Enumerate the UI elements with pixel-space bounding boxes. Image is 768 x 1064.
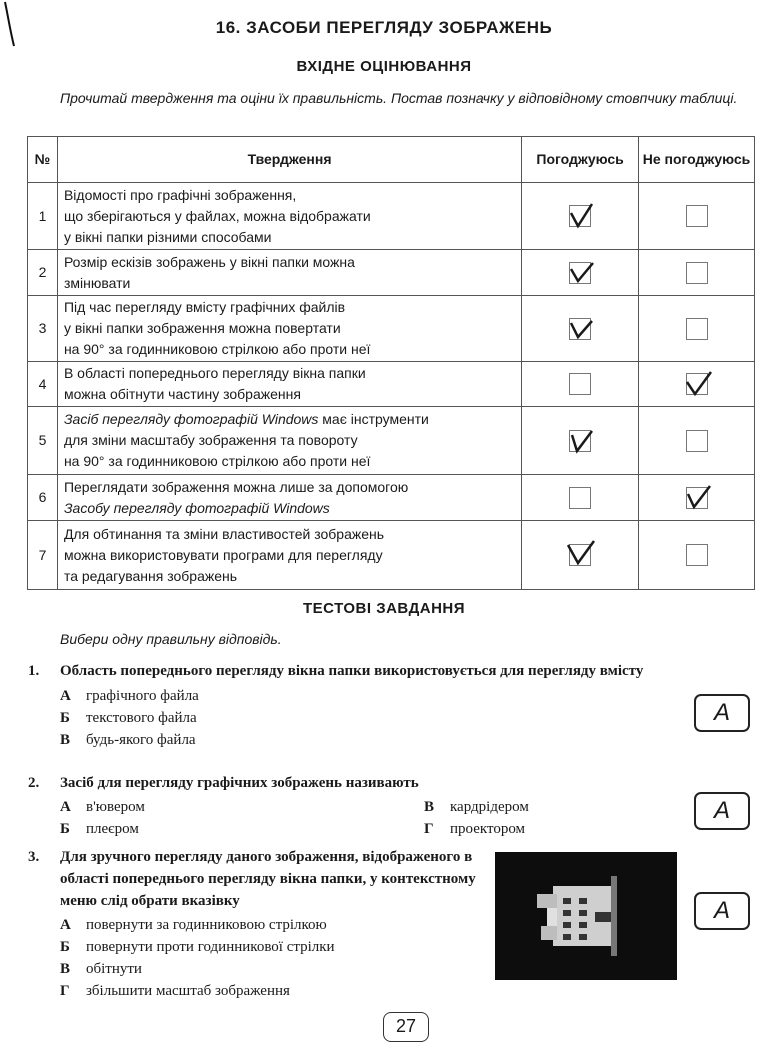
- answer-box[interactable]: A: [694, 694, 750, 732]
- answer-box[interactable]: A: [694, 892, 750, 930]
- statement-text: Розмір ескізів зображень у вікні папки можна змінювати: [57, 250, 521, 296]
- row-number: 3: [28, 296, 58, 362]
- disagree-cell[interactable]: [639, 407, 755, 475]
- agree-checkbox[interactable]: [569, 487, 591, 509]
- answer-option[interactable]: Б текстового файла: [60, 710, 197, 726]
- statement-text: Засіб перегляду фотографій Windows має інструменти для зміни масштабу зображення та повороту на 90° за годинниковою стрілкою або проти неї: [57, 407, 521, 475]
- building-photo-icon: [495, 852, 677, 980]
- checkmark-icon: [683, 368, 713, 398]
- question-1: 1. Область попереднього перегляду вікна папки використовується для перегляду вмісту А графічного файла Б текстового файла В будь-якого файла: [28, 660, 754, 751]
- disagree-checkbox[interactable]: [686, 544, 708, 566]
- disagree-cell[interactable]: [639, 296, 755, 362]
- row-number: 6: [28, 475, 58, 521]
- table-row: [28, 475, 755, 521]
- agree-checkbox[interactable]: [569, 430, 591, 452]
- answer-option[interactable]: В обітнути: [60, 961, 142, 977]
- answer-option[interactable]: А графічного файла: [60, 688, 199, 704]
- page-number: 27: [383, 1012, 429, 1042]
- answer-option[interactable]: В кардрідером: [424, 799, 529, 815]
- agree-checkbox[interactable]: [569, 205, 591, 227]
- row-number: 5: [28, 407, 58, 475]
- section-instruction: Вибери одну правильну відповідь.: [60, 631, 282, 647]
- answer-option[interactable]: Г проектором: [424, 821, 526, 837]
- rotated-building-photo: [495, 852, 677, 980]
- checkmark-icon: [683, 482, 713, 512]
- answer-option[interactable]: В будь-якого файла: [60, 732, 196, 748]
- question-2: 2. Засіб для перегляду графічних зображень називають А в'ювером В кардрідером Б плеєром Г проектором: [28, 772, 708, 840]
- agree-cell[interactable]: [522, 183, 639, 250]
- table-row: [28, 296, 755, 362]
- page-title: 16. ЗАСОБИ ПЕРЕГЛЯДУ ЗОБРАЖЕНЬ: [215, 18, 553, 37]
- table-row: [28, 362, 755, 407]
- disagree-checkbox[interactable]: [686, 487, 708, 509]
- statement-text: Переглядати зображення можна лише за допомогою Засобу перегляду фотографій Windows: [57, 475, 521, 521]
- col-header-number: №: [28, 137, 58, 183]
- disagree-checkbox[interactable]: [686, 318, 708, 340]
- disagree-checkbox[interactable]: [686, 262, 708, 284]
- statement-text: Під час перегляду вмісту графічних файлів у вікні папки зображення можна повертати на 90° за годинниковою стрілкою або проти неї: [57, 296, 521, 362]
- agree-checkbox[interactable]: [569, 262, 591, 284]
- disagree-checkbox[interactable]: [686, 430, 708, 452]
- question-text: Засіб для перегляду графічних зображень називають: [60, 775, 419, 791]
- agree-cell[interactable]: [522, 250, 639, 296]
- agree-checkbox[interactable]: [569, 544, 591, 566]
- question-3: 3. Для зручного перегляду даного зображення, відображеного в області попереднього перегляду вікна папки, у контекстному меню слід обрати вказівку А повернути за годинниковою стрілкою Б повернути проти годинникової стрілки В обітнути Г збільшити масштаб зображення: [28, 846, 484, 1002]
- col-header-disagree: Не погоджуюсь: [639, 137, 755, 183]
- table-row: [28, 183, 755, 250]
- row-number: 7: [28, 521, 58, 590]
- question-text: Для зручного перегляду даного зображення, відображеного в області попереднього перегляду вікна папки, у контекстному меню слід обрати вказівку: [60, 849, 476, 909]
- disagree-checkbox[interactable]: [686, 373, 708, 395]
- statements-table: [27, 136, 755, 590]
- answer-option[interactable]: Б повернути проти годинникової стрілки: [60, 939, 335, 955]
- agree-cell[interactable]: [522, 362, 639, 407]
- col-header-statement: Твердження: [57, 137, 521, 183]
- answer-option[interactable]: А в'ювером: [60, 799, 145, 815]
- checkmark-icon: [566, 200, 596, 230]
- answer-option[interactable]: Б плеєром: [60, 821, 139, 837]
- checkmark-icon: [566, 425, 596, 455]
- col-header-agree: Погоджуюсь: [522, 137, 639, 183]
- disagree-checkbox[interactable]: [686, 205, 708, 227]
- checkmark-icon: [566, 539, 596, 569]
- answer-option[interactable]: Г збільшити масштаб зображення: [60, 983, 290, 999]
- agree-checkbox[interactable]: [569, 318, 591, 340]
- row-number: 4: [28, 362, 58, 407]
- agree-cell[interactable]: [522, 407, 639, 475]
- statement-text: Відомості про графічні зображення, що зберігаються у файлах, можна відображати у вікні папки різними способами: [57, 183, 521, 250]
- agree-checkbox[interactable]: [569, 373, 591, 395]
- statement-text: В області попереднього перегляду вікна папки можна обітнути частину зображення: [57, 362, 521, 407]
- agree-cell[interactable]: [522, 521, 639, 590]
- disagree-cell[interactable]: [639, 250, 755, 296]
- table-row: [28, 521, 755, 590]
- section-heading-entry-assessment: ВХІДНЕ ОЦІНЮВАННЯ: [296, 58, 472, 75]
- section-heading-tests: ТЕСТОВІ ЗАВДАННЯ: [302, 600, 466, 617]
- agree-cell[interactable]: [522, 296, 639, 362]
- checkmark-icon: [566, 313, 596, 343]
- question-text: Область попереднього перегляду вікна папки використовується для перегляду вмісту: [60, 663, 644, 679]
- row-number: 1: [28, 183, 58, 250]
- table-row: [28, 250, 755, 296]
- checkmark-icon: [566, 257, 596, 287]
- section-instruction: Прочитай твердження та оціни їх правильність. Постав позначку у відповідному стовпчику таблиці.: [60, 90, 738, 106]
- row-number: 2: [28, 250, 58, 296]
- disagree-cell[interactable]: [639, 475, 755, 521]
- table-row: [28, 407, 755, 475]
- answer-option[interactable]: А повернути за годинниковою стрілкою: [60, 917, 327, 933]
- answer-box[interactable]: A: [694, 792, 750, 830]
- statement-text: Для обтинання та зміни властивостей зображень можна використовувати програми для перегляду та редагування зображень: [57, 521, 521, 590]
- disagree-cell[interactable]: [639, 183, 755, 250]
- disagree-cell[interactable]: [639, 521, 755, 590]
- disagree-cell[interactable]: [639, 362, 755, 407]
- agree-cell[interactable]: [522, 475, 639, 521]
